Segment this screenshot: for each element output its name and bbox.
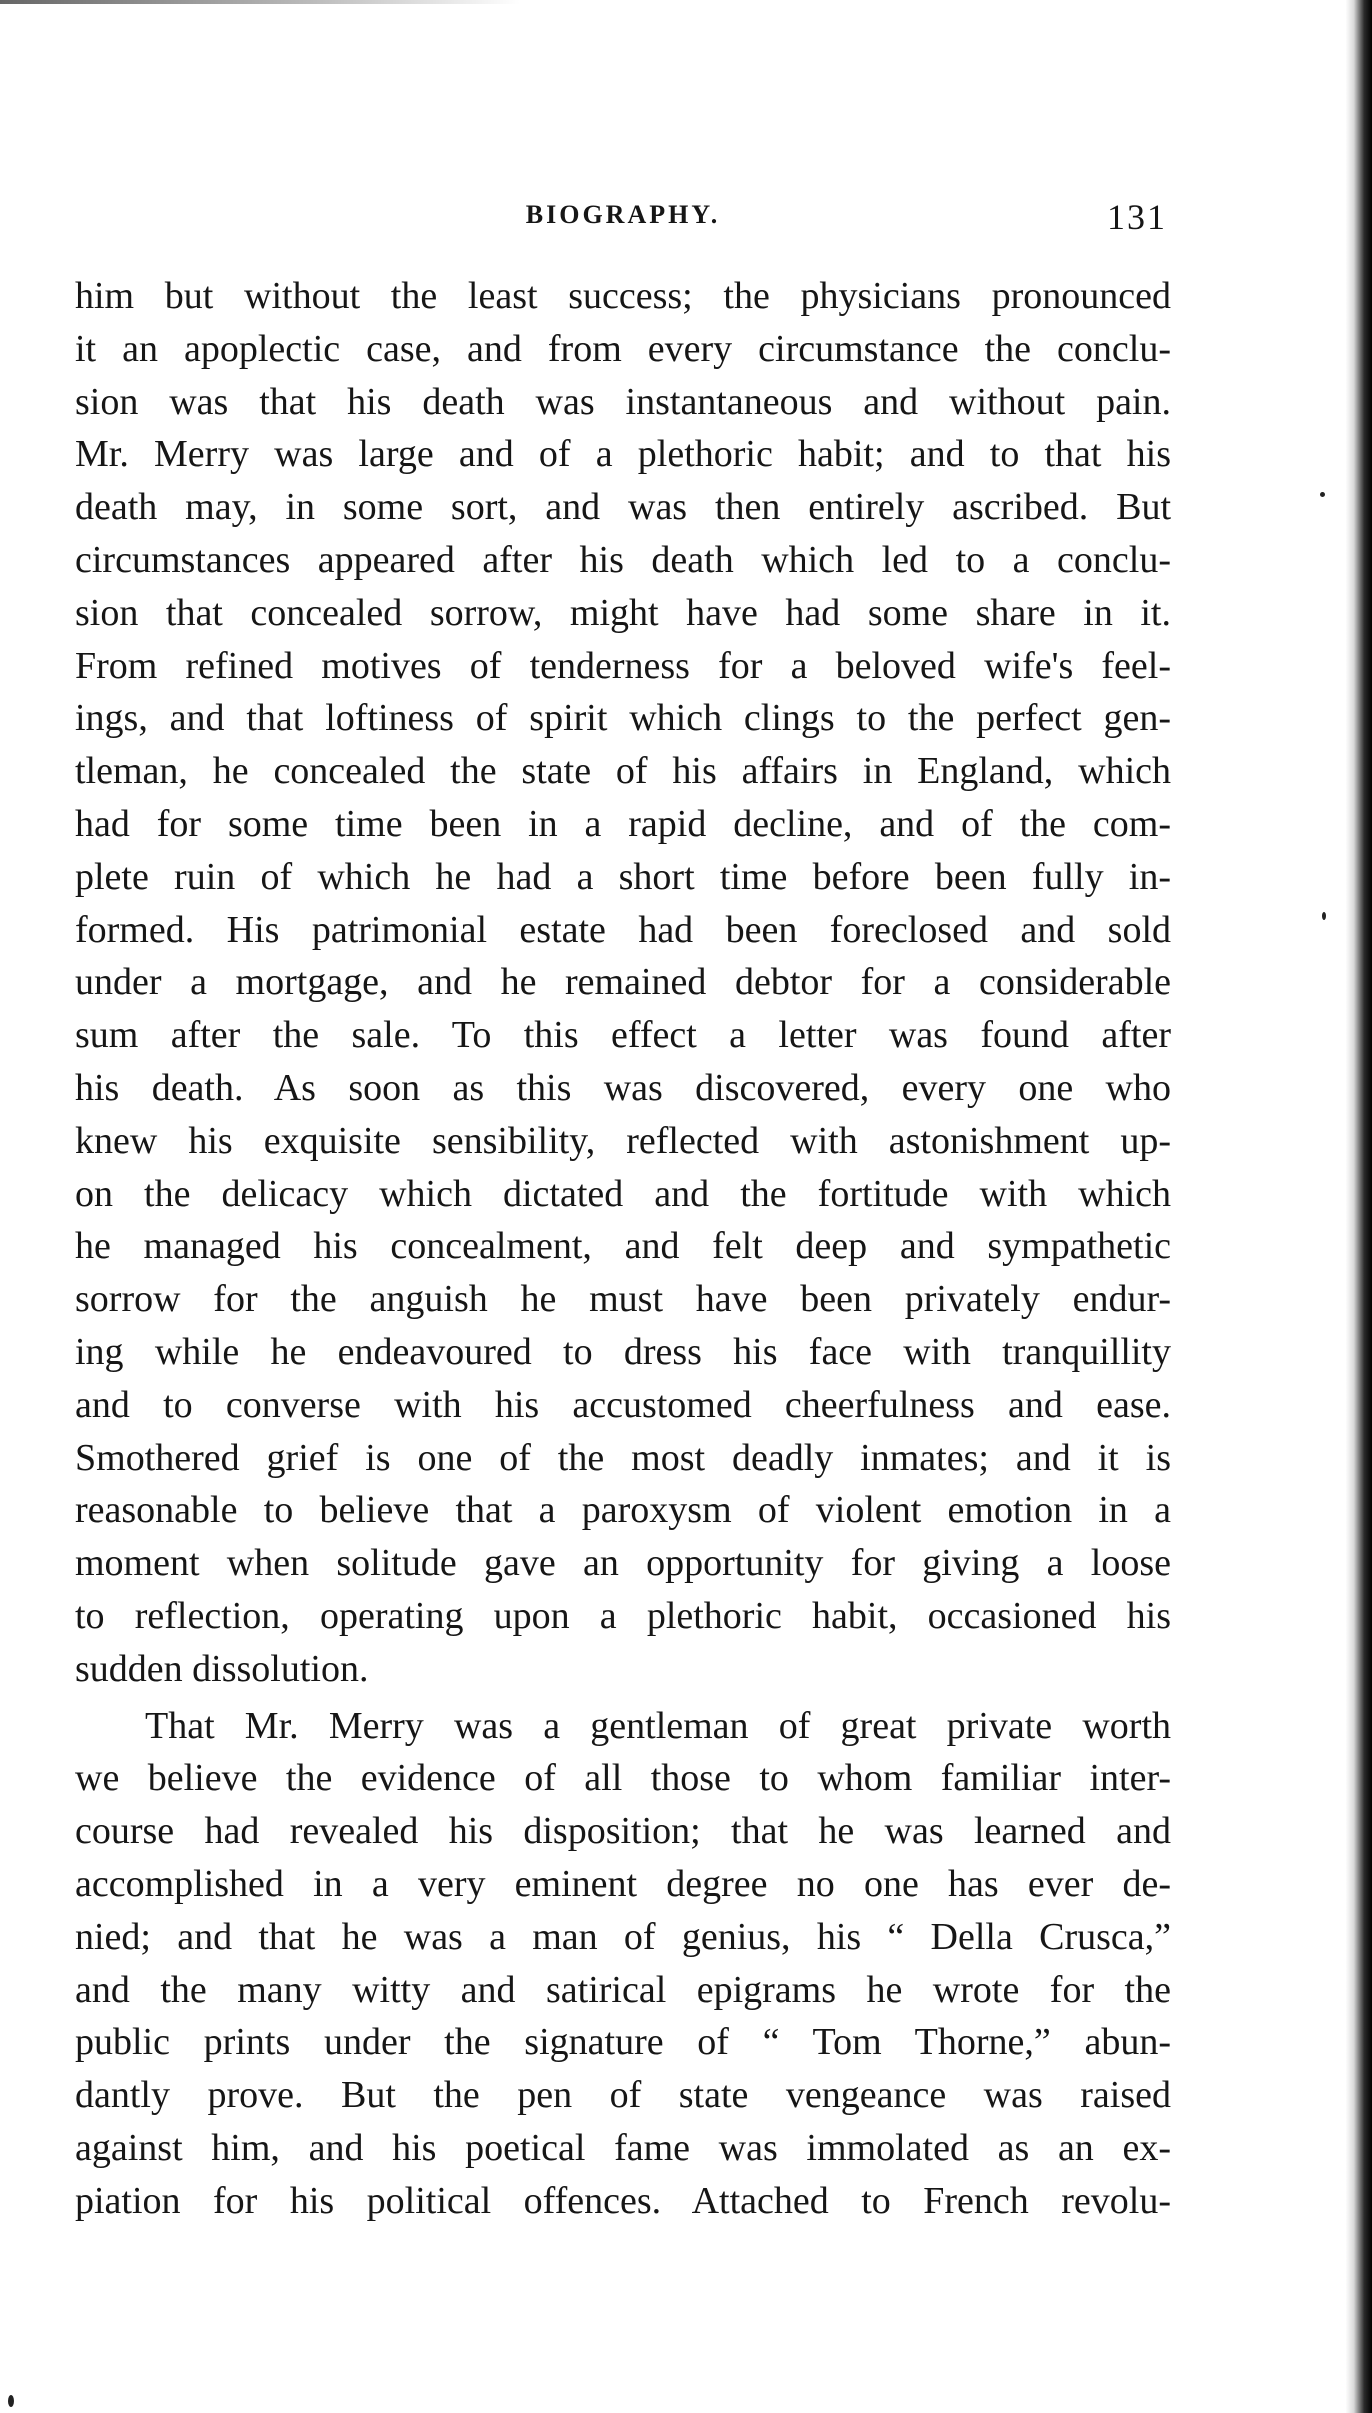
text-line: formed. His patrimonial estate had been foreclosed and sold [75,908,1171,951]
page-header [75,196,1171,242]
text-line: tleman, he concealed the state of his affairs in England, which [75,750,1171,793]
text-line: plete ruin of which he had a short time before been fully in- [75,855,1171,898]
body-text [75,270,1171,2227]
text-line: Smothered grief is one of the most deadly inmates; and it is [75,1436,1171,1479]
text-line: sudden dissolution. [75,1647,369,1690]
text-line: accomplished in a very eminent degree no one has ever de- [75,1862,1171,1905]
text-line: on the delicacy which dictated and the fortitude with which [75,1172,1171,1215]
text-line: ings, and that loftiness of spirit which clings to the perfect gen- [75,697,1171,740]
text-line: Mr. Merry was large and of a plethoric habit; and to that his [75,433,1171,476]
text-line: moment when solitude gave an opportunity for giving a loose [75,1542,1171,1585]
text-line: public prints under the signature of “ Tom Thorne,” abun- [75,2021,1171,2064]
scan-speck [1320,492,1325,497]
text-line: him but without the least success; the physicians pronounced [75,275,1171,317]
text-line: had for some time been in a rapid decline, and of the com- [75,802,1171,845]
page-number: 131 [1107,197,1167,237]
text-line: to reflection, operating upon a plethoric habit, occasioned his [75,1594,1171,1637]
text-line: circumstances appeared after his death which led to a conclu- [75,538,1171,581]
text-line: ing while he endeavoured to dress his face with tranquillity [75,1330,1171,1373]
scan-speck [1322,912,1326,920]
text-line: piation for his political offences. Attached to French revolu- [75,2179,1171,2222]
text-line: he managed his concealment, and felt deep and sympathetic [75,1225,1171,1268]
text-line: That Mr. Merry was a gentleman of great private worth [145,1704,1171,1747]
text-line: sion was that his death was instantaneous and without pain. [75,380,1171,423]
text-line: his death. As soon as this was discovered, every one who [75,1066,1171,1109]
scan-page-edge [1346,0,1372,2413]
scan-speck [8,2395,14,2407]
scan-top-corner-shadow [0,0,520,4]
running-head: BIOGRAPHY. [525,200,721,229]
text-line: sion that concealed sorrow, might have had some share in it. [75,591,1171,634]
text-line: nied; and that he was a man of genius, his “ Della Crusca,” [75,1915,1171,1958]
paragraph-1 [75,270,1171,1696]
text-line: reasonable to believe that a paroxysm of violent emotion in a [75,1489,1171,1532]
text-line: From refined motives of tenderness for a beloved wife's feel- [75,644,1171,687]
text-line: knew his exquisite sensibility, reflected with astonishment up- [75,1119,1171,1162]
text-line: sorrow for the anguish he must have been privately endur- [75,1278,1171,1321]
text-line: against him, and his poetical fame was immolated as an ex- [75,2126,1171,2169]
text-line: sum after the sale. To this effect a letter was found after [75,1014,1171,1057]
text-line: death may, in some sort, and was then entirely ascribed. But [75,486,1171,529]
text-line: course had revealed his disposition; that he was learned and [75,1810,1171,1853]
text-line: and the many witty and satirical epigrams he wrote for the [75,1968,1171,2011]
paragraph-2 [75,1700,1171,2228]
text-line: under a mortgage, and he remained debtor for a considerable [75,961,1171,1004]
text-line: and to converse with his accustomed cheerfulness and ease. [75,1383,1171,1426]
text-line: it an apoplectic case, and from every circumstance the conclu- [75,327,1171,370]
text-line: dantly prove. But the pen of state vengeance was raised [75,2074,1171,2117]
text-line: we believe the evidence of all those to whom familiar inter- [75,1757,1171,1800]
